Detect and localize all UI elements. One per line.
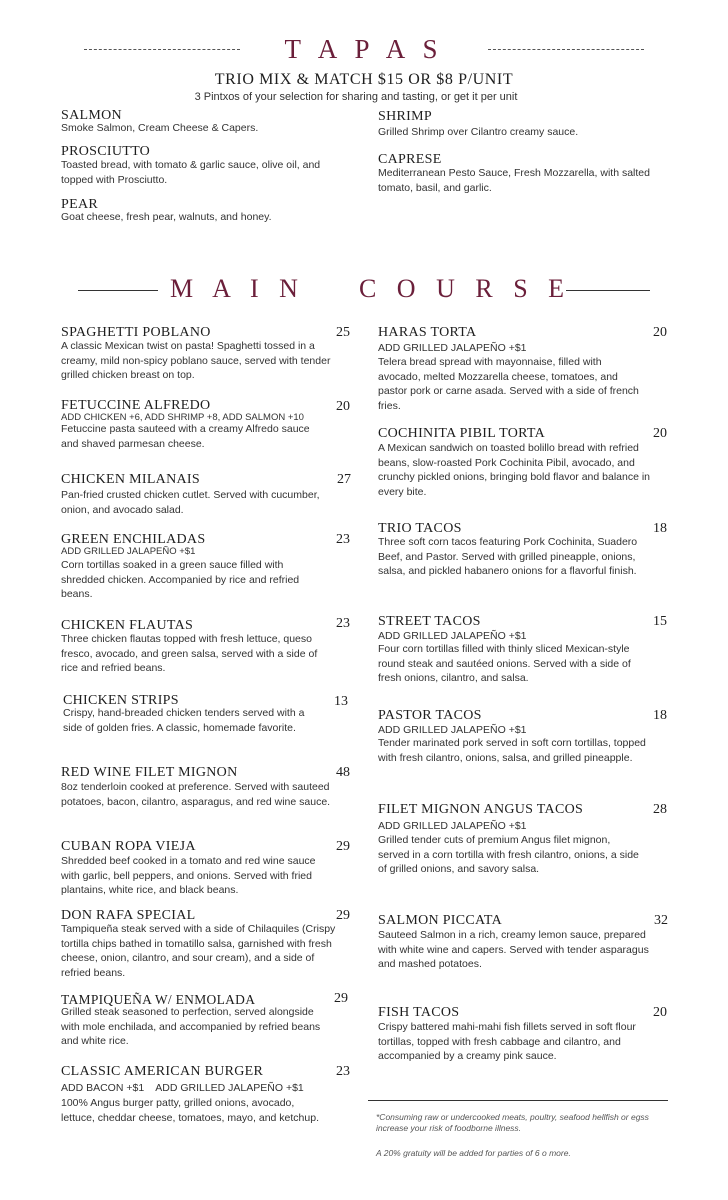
menu-item-price: 20: [653, 325, 667, 340]
menu-item-name: RED WINE FILET MIGNON: [61, 765, 238, 780]
menu-item-name: CUBAN ROPA VIEJA: [61, 839, 196, 854]
menu-item-desc: Crispy battered mahi-mahi fish fillets served in soft flour tortillas, topped with fresh cabbage and cilantro, and accompanied by a creamy pink sauce.: [378, 1021, 636, 1063]
menu-item-desc: A classic Mexican twist on pasta! Spaghetti tossed in a creamy, mild non-spicy poblano sauce, served with tender grilled chicken breast on top.: [61, 340, 331, 382]
tapas-item-name: SALMON: [61, 108, 122, 123]
menu-item-desc: Telera bread spread with mayonnaise, filled with avocado, melted Mozzarella cheese, tomatoes, and pastor pork or carne asada. Served with a side of french fries.: [378, 356, 639, 412]
notes-divider: [368, 1100, 668, 1101]
menu-item-name: FISH TACOS: [378, 1005, 460, 1020]
tapas-subtitle: TRIO MIX & MATCH $15 OR $8 P/UNIT: [214, 71, 514, 88]
tapas-left-rule: [84, 49, 240, 50]
menu-item-price: 29: [334, 991, 348, 1006]
menu-item-desc: Three chicken flautas topped with fresh lettuce, queso fresco, avocado, and green salsa, served with a side of rice and refried beans.: [61, 633, 318, 675]
menu-item-desc: Sauteed Salmon in a rich, creamy lemon sauce, prepared with white wine and capers. Served with tender asparagus and mashed potatoes.: [378, 929, 649, 971]
menu-item-desc: Tampiqueña steak served with a side of Chilaquiles (Crispy tortilla chips bathed in tomatillo salsa, garnished with fresh cheese, onion, cilantro, and sour cream), and a side of refried beans.: [61, 923, 336, 979]
menu-item-addon: ADD GRILLED JALAPEÑO +$1: [61, 546, 196, 557]
menu-item-name: STREET TACOS: [378, 614, 481, 629]
menu-item-desc: Tender marinated pork served in soft corn tortillas, topped with fresh cilantro, onions, salsa, and grilled pineapple.: [378, 737, 646, 764]
menu-item-name: CHICKEN MILANAIS: [61, 472, 200, 487]
menu-item-name: COCHINITA PIBIL TORTA: [378, 426, 546, 441]
menu-item-price: 18: [653, 521, 667, 536]
gratuity-note: A 20% gratuity will be added for parties of 6 o more.: [376, 1148, 571, 1158]
menu-item-price: 23: [336, 616, 350, 631]
menu-item-desc: A Mexican sandwich on toasted bolillo bread with refried beans, slow-roasted Pork Cochinita Pibil, avocado, and crunchy pickled onions, bringing bold flavor and balance in every bite.: [378, 442, 651, 498]
menu-item-name: TRIO TACOS: [378, 521, 462, 536]
tapas-item-desc: Mediterranean Pesto Sauce, Fresh Mozzarella, with salted tomato, basil, and garlic.: [378, 167, 650, 194]
menu-item-addon: ADD GRILLED JALAPEÑO +$1: [378, 342, 527, 354]
menu-item-price: 20: [653, 1005, 667, 1020]
tapas-item-name: PEAR: [61, 197, 98, 212]
main-right-rule: [566, 290, 650, 291]
menu-item-price: 15: [653, 614, 667, 629]
tapas-item-name: PROSCIUTTO: [61, 144, 151, 159]
menu-item-desc: Three soft corn tacos featuring Pork Cochinita, Suadero Beef, and Pastor. Served with grilled pineapple, onions, salsa, and pickled habanero onions for a flavorful finish.: [378, 536, 638, 578]
menu-item-name: SALMON PICCATA: [378, 913, 503, 928]
menu-item-price: 28: [653, 802, 667, 817]
menu-item-desc: Grilled tender cuts of premium Angus filet mignon, served in a corn tortilla with fresh cilantro, onions, a side of grilled onions, and savory salsa.: [378, 834, 639, 876]
menu-item-price: 27: [337, 472, 351, 487]
menu-item-desc: 100% Angus burger patty, grilled onions, avocado, lettuce, cheddar cheese, tomatoes, mayo, and ketchup.: [61, 1097, 319, 1124]
menu-item-desc: Grilled steak seasoned to perfection, served alongside with mole enchilada, and accompanied by refried beans and white rice.: [61, 1006, 321, 1048]
main-course-title: M A I N C O U R S E: [170, 274, 572, 303]
menu-item-addon: ADD BACON +$1 ADD GRILLED JALAPEÑO +$1: [61, 1082, 304, 1094]
menu-item-name: FILET MIGNON ANGUS TACOS: [378, 802, 584, 817]
tapas-intro: 3 Pintxos of your selection for sharing and tasting, or get it per unit: [194, 91, 518, 103]
menu-item-name: SPAGHETTI POBLANO: [61, 325, 211, 340]
menu-item-desc: Crispy, hand-breaded chicken tenders served with a side of golden fries. A classic, homemade favorite.: [63, 707, 305, 734]
menu-item-desc: Shredded beef cooked in a tomato and red wine sauce with garlic, bell peppers, and onions. Served with fried plantains, white rice, and black beans.: [61, 855, 316, 897]
menu-item-name: CHICKEN STRIPS: [63, 693, 179, 708]
menu-item-addon: ADD GRILLED JALAPEÑO +$1: [378, 630, 527, 642]
menu-item-name: GREEN ENCHILADAS: [61, 532, 206, 547]
consumer-advisory: *Consuming raw or undercooked meats, poultry, seafood hellfish or egss increase your risk of foodborne illness.: [376, 1112, 649, 1133]
menu-item-desc: Corn tortillas soaked in a green sauce filled with shredded chicken. Accompanied by rice and refried beans.: [61, 559, 300, 601]
menu-item-price: 29: [336, 908, 350, 923]
menu-item-desc: Fetuccine pasta sauteed with a creamy Alfredo sauce and shaved parmesan cheese.: [61, 423, 310, 450]
tapas-item-name: SHRIMP: [378, 109, 432, 124]
main-left-rule: [78, 290, 158, 291]
menu-item-price: 20: [336, 399, 350, 414]
menu-item-desc: Pan-fried crusted chicken cutlet. Served with cucumber, onion, and avocado salad.: [61, 489, 320, 516]
menu-item-addon: ADD GRILLED JALAPEÑO +$1: [378, 724, 527, 736]
tapas-item-desc: Grilled Shrimp over Cilantro creamy sauce.: [378, 126, 579, 138]
menu-item-price: 48: [336, 765, 350, 780]
menu-item-name: CHICKEN FLAUTAS: [61, 618, 194, 633]
menu-item-price: 18: [653, 708, 667, 723]
menu-item-price: 23: [336, 1064, 350, 1079]
menu-item-price: 20: [653, 426, 667, 441]
tapas-item-desc: Goat cheese, fresh pear, walnuts, and honey.: [61, 211, 272, 223]
menu-item-desc: Four corn tortillas filled with thinly sliced Mexican-style round steak and sautéed onions. Served with a side of fresh onions, cilantro, and salsa.: [378, 643, 631, 685]
menu-item-name: FETUCCINE ALFREDO: [61, 398, 211, 413]
menu-item-price: 23: [336, 532, 350, 547]
tapas-item-desc: Smoke Salmon, Cream Cheese & Capers.: [61, 122, 259, 134]
menu-item-price: 29: [336, 839, 350, 854]
menu-item-name: HARAS TORTA: [378, 325, 477, 340]
menu-item-desc: 8oz tenderloin cooked at preference. Served with sauteed potatoes, bacon, cilantro, asparagus, and red wine sauce.: [61, 781, 331, 808]
tapas-right-rule: [488, 49, 644, 50]
menu-item-addon: ADD CHICKEN +6, ADD SHRIMP +8, ADD SALMON +10: [61, 412, 304, 423]
menu-item-name: TAMPIQUEÑA W/ ENMOLADA: [61, 992, 256, 1007]
menu-item-name: CLASSIC AMERICAN BURGER: [61, 1064, 264, 1079]
menu-item-name: PASTOR TACOS: [378, 708, 482, 723]
menu-item-addon: ADD GRILLED JALAPEÑO +$1: [378, 820, 527, 832]
menu-item-name: DON RAFA SPECIAL: [61, 908, 196, 923]
menu-item-price: 25: [336, 325, 350, 340]
menu-item-price: 32: [654, 913, 668, 928]
tapas-title: T A P A S: [284, 34, 444, 64]
menu-item-price: 13: [334, 694, 348, 709]
tapas-item-desc: Toasted bread, with tomato & garlic sauce, olive oil, and topped with Prosciutto.: [61, 159, 321, 186]
tapas-item-name: CAPRESE: [378, 152, 442, 167]
